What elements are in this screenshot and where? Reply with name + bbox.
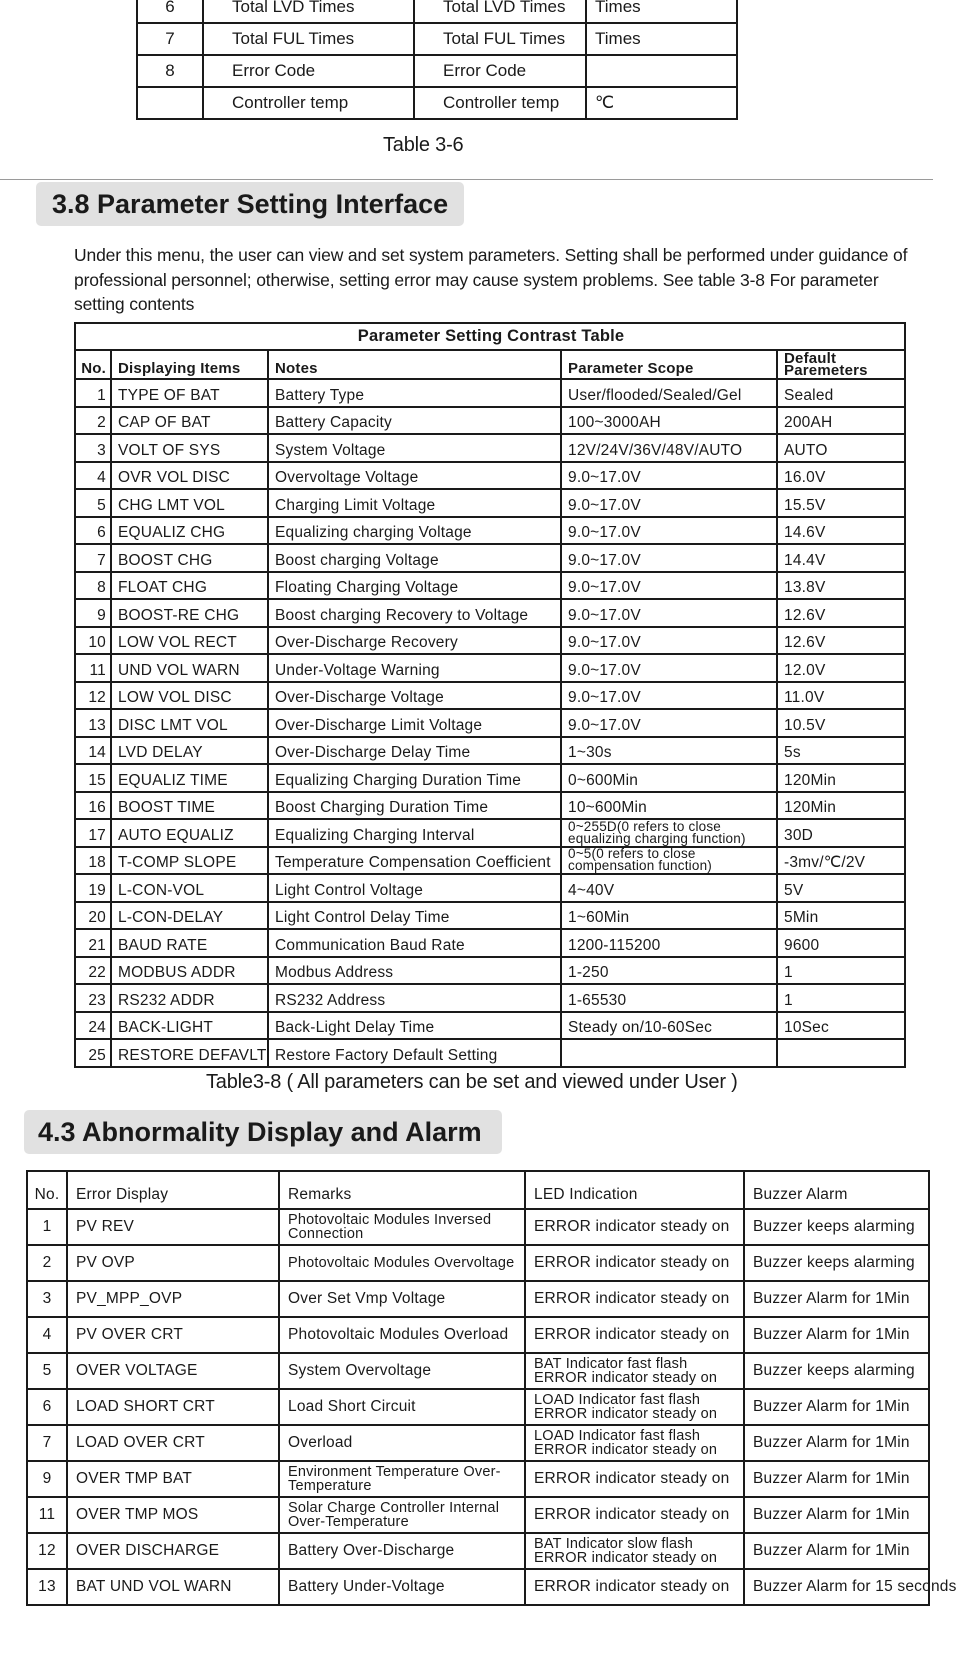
row-displaying-item: UND VOL WARN — [111, 654, 268, 682]
row-default: 14.6V — [777, 517, 905, 545]
row-note: Boost charging Voltage — [268, 544, 561, 572]
table-row — [75, 407, 905, 435]
row-parameter-scope: 0~5(0 refers to close compensation function) — [561, 847, 777, 875]
table-row — [75, 984, 905, 1012]
row-parameter-scope: 9.0~17.0V — [561, 517, 777, 545]
row-remarks: Battery Over-Discharge — [279, 1533, 525, 1569]
table-row — [75, 902, 905, 930]
row-remarks: Over Set Vmp Voltage — [279, 1281, 525, 1317]
row-note: RS232 Address — [268, 984, 561, 1012]
row-parameter-scope: 9.0~17.0V — [561, 462, 777, 490]
table-3-8-title: Parameter Setting Contrast Table — [75, 323, 905, 350]
row-parameter-scope — [561, 1039, 777, 1067]
row-note: Battery Type — [268, 379, 561, 407]
row-error-display: PV_MPP_OVP — [67, 1281, 279, 1317]
row-note: Under-Voltage Warning — [268, 654, 561, 682]
row-unit: ℃ — [586, 87, 737, 119]
row-error-display: OVER TMP BAT — [67, 1461, 279, 1497]
row-note: System Voltage — [268, 434, 561, 462]
row-number: 25 — [75, 1039, 111, 1067]
header-parameter-scope: Parameter Scope — [561, 350, 777, 379]
row-buzzer-alarm: Buzzer Alarm for 1Min — [744, 1281, 929, 1317]
row-number: 9 — [27, 1461, 67, 1497]
row-parameter-scope: 12V/24V/36V/48V/AUTO — [561, 434, 777, 462]
row-buzzer-alarm: Buzzer Alarm for 1Min — [744, 1497, 929, 1533]
table-row — [75, 1012, 905, 1040]
table-3-8 — [74, 322, 906, 1068]
row-displaying-item: BACK-LIGHT — [111, 1012, 268, 1040]
row-number: 17 — [75, 819, 111, 847]
row-number: 19 — [75, 874, 111, 902]
row-displaying-item: EQUALIZ TIME — [111, 764, 268, 792]
table-row — [75, 847, 905, 875]
row-led-indication: ERROR indicator steady on — [525, 1569, 744, 1605]
row-default: 1 — [777, 984, 905, 1012]
row-note: Modbus Address — [268, 957, 561, 985]
table-row — [27, 1533, 929, 1569]
table-row — [75, 792, 905, 820]
row-number: 10 — [75, 627, 111, 655]
row-parameter-scope: 0~600Min — [561, 764, 777, 792]
row-displaying-item: L-CON-VOL — [111, 874, 268, 902]
row-number: 13 — [75, 709, 111, 737]
row-remarks: Solar Charge Controller Internal Over-Temperature — [279, 1497, 525, 1533]
row-displaying-item: TYPE OF BAT — [111, 379, 268, 407]
table-row — [75, 874, 905, 902]
table-row — [75, 654, 905, 682]
row-number: 8 — [75, 572, 111, 600]
row-note: Over-Discharge Recovery — [268, 627, 561, 655]
row-note: Equalizing Charging Duration Time — [268, 764, 561, 792]
row-led-indication: ERROR indicator steady on — [525, 1497, 744, 1533]
table-row — [137, 55, 737, 87]
row-default: 5Min — [777, 902, 905, 930]
row-parameter-scope: 1~60Min — [561, 902, 777, 930]
row-error-display: PV REV — [67, 1209, 279, 1245]
row-parameter-scope: 9.0~17.0V — [561, 709, 777, 737]
row-default: 12.6V — [777, 599, 905, 627]
row-default: 200AH — [777, 407, 905, 435]
row-number: 4 — [27, 1317, 67, 1353]
row-note: Battery Capacity — [268, 407, 561, 435]
table-row — [27, 1281, 929, 1317]
alarm-header-buzzer: Buzzer Alarm — [744, 1171, 929, 1209]
row-note: Back-Light Delay Time — [268, 1012, 561, 1040]
row-displaying-item: L-CON-DELAY — [111, 902, 268, 930]
row-led-indication: BAT Indicator slow flash ERROR indicator steady on — [525, 1533, 744, 1569]
row-remarks: Photovoltaic Modules Overload — [279, 1317, 525, 1353]
row-number: 15 — [75, 764, 111, 792]
row-parameter-scope: 1-65530 — [561, 984, 777, 1012]
row-number: 8 — [137, 55, 203, 87]
row-number: 11 — [27, 1497, 67, 1533]
table-row — [75, 682, 905, 710]
row-parameter-scope: 1-250 — [561, 957, 777, 985]
row-note: Boost charging Recovery to Voltage — [268, 599, 561, 627]
table-row — [75, 517, 905, 545]
table-row — [75, 737, 905, 765]
row-number: 6 — [137, 0, 203, 23]
row-remarks: System Overvoltage — [279, 1353, 525, 1389]
row-displaying-item: FLOAT CHG — [111, 572, 268, 600]
row-number: 1 — [27, 1209, 67, 1245]
row-description: Error Code — [414, 55, 586, 87]
row-item: Total FUL Times — [203, 23, 414, 55]
row-buzzer-alarm: Buzzer keeps alarming — [744, 1353, 929, 1389]
row-displaying-item: MODBUS ADDR — [111, 957, 268, 985]
row-note: Charging Limit Voltage — [268, 489, 561, 517]
row-note: Overvoltage Voltage — [268, 462, 561, 490]
table-row — [75, 1039, 905, 1067]
row-parameter-scope: 9.0~17.0V — [561, 682, 777, 710]
table-row — [27, 1497, 929, 1533]
row-error-display: PV OVER CRT — [67, 1317, 279, 1353]
row-number: 7 — [137, 23, 203, 55]
row-displaying-item: EQUALIZ CHG — [111, 517, 268, 545]
row-displaying-item: OVR VOL DISC — [111, 462, 268, 490]
row-parameter-scope: 9.0~17.0V — [561, 627, 777, 655]
row-number: 23 — [75, 984, 111, 1012]
row-parameter-scope: 1200-115200 — [561, 929, 777, 957]
row-remarks: Load Short Circuit — [279, 1389, 525, 1425]
row-number: 7 — [75, 544, 111, 572]
row-number: 11 — [75, 654, 111, 682]
table-row — [75, 462, 905, 490]
row-remarks: Battery Under-Voltage — [279, 1569, 525, 1605]
row-unit: Times — [586, 23, 737, 55]
table-row — [75, 544, 905, 572]
row-parameter-scope: User/flooded/Sealed/Gel — [561, 379, 777, 407]
row-parameter-scope: 1~30s — [561, 737, 777, 765]
row-displaying-item: LOW VOL DISC — [111, 682, 268, 710]
row-description: Total LVD Times — [414, 0, 586, 23]
divider — [0, 179, 933, 180]
row-note: Temperature Compensation Coefficient — [268, 847, 561, 875]
row-error-display: LOAD SHORT CRT — [67, 1389, 279, 1425]
table-row — [137, 0, 737, 23]
table-row — [27, 1569, 929, 1605]
row-item: Total LVD Times — [203, 0, 414, 23]
alarm-table — [26, 1170, 957, 1606]
row-note: Floating Charging Voltage — [268, 572, 561, 600]
row-led-indication: ERROR indicator steady on — [525, 1281, 744, 1317]
row-displaying-item: RS232 ADDR — [111, 984, 268, 1012]
row-number: 4 — [75, 462, 111, 490]
row-remarks: Photovoltaic Modules Overvoltage — [279, 1245, 525, 1281]
row-item: Controller temp — [203, 87, 414, 119]
table-row — [27, 1245, 929, 1281]
row-buzzer-alarm: Buzzer Alarm for 1Min — [744, 1461, 929, 1497]
table-row — [137, 87, 737, 119]
row-default: -3mv/℃/2V — [777, 847, 905, 875]
alarm-header-no: No. — [27, 1171, 67, 1209]
row-note: Over-Discharge Delay Time — [268, 737, 561, 765]
row-displaying-item: AUTO EQUALIZ — [111, 819, 268, 847]
row-error-display: BAT UND VOL WARN — [67, 1569, 279, 1605]
table-row — [75, 489, 905, 517]
row-note: Communication Baud Rate — [268, 929, 561, 957]
row-remarks: Environment Temperature Over-Temperature — [279, 1461, 525, 1497]
table-row — [27, 1209, 929, 1245]
table-row — [75, 764, 905, 792]
row-displaying-item: BOOST CHG — [111, 544, 268, 572]
row-default: 12.0V — [777, 654, 905, 682]
row-number: 2 — [75, 407, 111, 435]
row-default: 16.0V — [777, 462, 905, 490]
table-row — [27, 1461, 929, 1497]
row-number: 7 — [27, 1425, 67, 1461]
row-number — [137, 87, 203, 119]
row-led-indication: ERROR indicator steady on — [525, 1317, 744, 1353]
row-led-indication: ERROR indicator steady on — [525, 1245, 744, 1281]
row-displaying-item: VOLT OF SYS — [111, 434, 268, 462]
row-number: 14 — [75, 737, 111, 765]
row-default: 10Sec — [777, 1012, 905, 1040]
row-led-indication: ERROR indicator steady on — [525, 1209, 744, 1245]
row-displaying-item: LVD DELAY — [111, 737, 268, 765]
row-note: Light Control Delay Time — [268, 902, 561, 930]
row-number: 13 — [27, 1569, 67, 1605]
alarm-header-led: LED Indication — [525, 1171, 744, 1209]
row-displaying-item: BOOST-RE CHG — [111, 599, 268, 627]
row-number: 6 — [27, 1389, 67, 1425]
row-unit: Times — [586, 0, 737, 23]
header-default-parameters: Default Paremeters — [777, 350, 905, 379]
row-parameter-scope: 4~40V — [561, 874, 777, 902]
row-note: Over-Discharge Limit Voltage — [268, 709, 561, 737]
row-description: Total FUL Times — [414, 23, 586, 55]
row-parameter-scope: 0~255D(0 refers to close equalizing charging function) — [561, 819, 777, 847]
row-buzzer-alarm: Buzzer Alarm for 1Min — [744, 1389, 929, 1425]
row-default: 120Min — [777, 792, 905, 820]
row-default: 15.5V — [777, 489, 905, 517]
row-number: 1 — [75, 379, 111, 407]
table-row — [75, 957, 905, 985]
row-default: 30D — [777, 819, 905, 847]
header-no: No. — [75, 350, 111, 379]
row-displaying-item: T-COMP SLOPE — [111, 847, 268, 875]
table-row — [27, 1353, 929, 1389]
header-notes: Notes — [268, 350, 561, 379]
section-4-3-title: 4.3 Abnormality Display and Alarm — [24, 1110, 502, 1154]
row-parameter-scope: 9.0~17.0V — [561, 599, 777, 627]
row-note: Restore Factory Default Setting — [268, 1039, 561, 1067]
row-number: 18 — [75, 847, 111, 875]
row-number: 16 — [75, 792, 111, 820]
row-remarks: Overload — [279, 1425, 525, 1461]
row-note: Equalizing Charging Interval — [268, 819, 561, 847]
table-row — [27, 1317, 929, 1353]
row-unit — [586, 55, 737, 87]
row-displaying-item: CAP OF BAT — [111, 407, 268, 435]
row-error-display: PV OVP — [67, 1245, 279, 1281]
row-number: 5 — [75, 489, 111, 517]
row-displaying-item: BAUD RATE — [111, 929, 268, 957]
table-row — [27, 1425, 929, 1461]
row-number: 9 — [75, 599, 111, 627]
row-default: 13.8V — [777, 572, 905, 600]
table-row — [75, 572, 905, 600]
table-row — [137, 23, 737, 55]
row-error-display: OVER TMP MOS — [67, 1497, 279, 1533]
section-3-8-intro: Under this menu, the user can view and set system parameters. Setting shall be performed under guidance of professional personnel; otherwise, setting error may cause system problems. See table 3-8 For parameter setting contents — [74, 245, 908, 314]
row-parameter-scope: 100~3000AH — [561, 407, 777, 435]
row-note: Boost Charging Duration Time — [268, 792, 561, 820]
row-default: 12.6V — [777, 627, 905, 655]
row-default: 14.4V — [777, 544, 905, 572]
row-buzzer-alarm: Buzzer Alarm for 1Min — [744, 1425, 929, 1461]
row-buzzer-alarm: Buzzer keeps alarming — [744, 1245, 929, 1281]
row-parameter-scope: 9.0~17.0V — [561, 654, 777, 682]
alarm-header-error-display: Error Display — [67, 1171, 279, 1209]
table-row — [75, 929, 905, 957]
row-default: 9600 — [777, 929, 905, 957]
row-led-indication: BAT Indicator fast flash ERROR indicator steady on — [525, 1353, 744, 1389]
row-error-display: OVER VOLTAGE — [67, 1353, 279, 1389]
row-number: 21 — [75, 929, 111, 957]
alarm-header-remarks: Remarks — [279, 1171, 525, 1209]
row-number: 3 — [27, 1281, 67, 1317]
row-parameter-scope: 9.0~17.0V — [561, 544, 777, 572]
row-default: 10.5V — [777, 709, 905, 737]
row-led-indication: ERROR indicator steady on — [525, 1461, 744, 1497]
row-default: 120Min — [777, 764, 905, 792]
row-number: 12 — [75, 682, 111, 710]
table-row — [75, 434, 905, 462]
row-led-indication: LOAD Indicator fast flash ERROR indicator steady on — [525, 1389, 744, 1425]
row-error-display: OVER DISCHARGE — [67, 1533, 279, 1569]
row-error-display: LOAD OVER CRT — [67, 1425, 279, 1461]
row-parameter-scope: 9.0~17.0V — [561, 489, 777, 517]
row-displaying-item: CHG LMT VOL — [111, 489, 268, 517]
row-default: 5V — [777, 874, 905, 902]
header-displaying-items: Displaying Items — [111, 350, 268, 379]
row-note: Equalizing charging Voltage — [268, 517, 561, 545]
row-buzzer-alarm: Buzzer keeps alarming — [744, 1209, 929, 1245]
row-displaying-item: BOOST TIME — [111, 792, 268, 820]
row-buzzer-alarm: Buzzer Alarm for 1Min — [744, 1533, 929, 1569]
row-led-indication: LOAD Indicator fast flash ERROR indicator steady on — [525, 1425, 744, 1461]
row-number: 2 — [27, 1245, 67, 1281]
row-remarks: Photovoltaic Modules Inversed Connection — [279, 1209, 525, 1245]
table-3-6 — [136, 0, 738, 120]
row-number: 12 — [27, 1533, 67, 1569]
table-row — [75, 819, 905, 847]
table-3-6-caption: Table 3-6 — [383, 134, 464, 156]
row-default: AUTO — [777, 434, 905, 462]
row-buzzer-alarm: Buzzer Alarm for 1Min — [744, 1317, 929, 1353]
row-number: 24 — [75, 1012, 111, 1040]
row-parameter-scope: 10~600Min — [561, 792, 777, 820]
row-note: Light Control Voltage — [268, 874, 561, 902]
row-displaying-item: RESTORE DEFAVLT — [111, 1039, 268, 1067]
row-default — [777, 1039, 905, 1067]
row-number: 5 — [27, 1353, 67, 1389]
row-default: Sealed — [777, 379, 905, 407]
row-parameter-scope: Steady on/10-60Sec — [561, 1012, 777, 1040]
row-number: 6 — [75, 517, 111, 545]
table-row — [75, 709, 905, 737]
row-default: 11.0V — [777, 682, 905, 710]
row-parameter-scope: 9.0~17.0V — [561, 572, 777, 600]
row-displaying-item: DISC LMT VOL — [111, 709, 268, 737]
table-row — [27, 1389, 929, 1425]
row-buzzer-alarm: Buzzer Alarm for 15 seconds — [744, 1569, 929, 1605]
table-3-8-caption: Table3-8 ( All parameters can be set and viewed under User ) — [206, 1071, 738, 1093]
row-default: 5s — [777, 737, 905, 765]
row-number: 20 — [75, 902, 111, 930]
table-row — [75, 379, 905, 407]
row-default: 1 — [777, 957, 905, 985]
table-row — [75, 599, 905, 627]
table-row — [75, 627, 905, 655]
row-item: Error Code — [203, 55, 414, 87]
row-number: 3 — [75, 434, 111, 462]
row-number: 22 — [75, 957, 111, 985]
section-3-8-title: 3.8 Parameter Setting Interface — [36, 182, 464, 226]
row-description: Controller temp — [414, 87, 586, 119]
row-displaying-item: LOW VOL RECT — [111, 627, 268, 655]
row-note: Over-Discharge Voltage — [268, 682, 561, 710]
